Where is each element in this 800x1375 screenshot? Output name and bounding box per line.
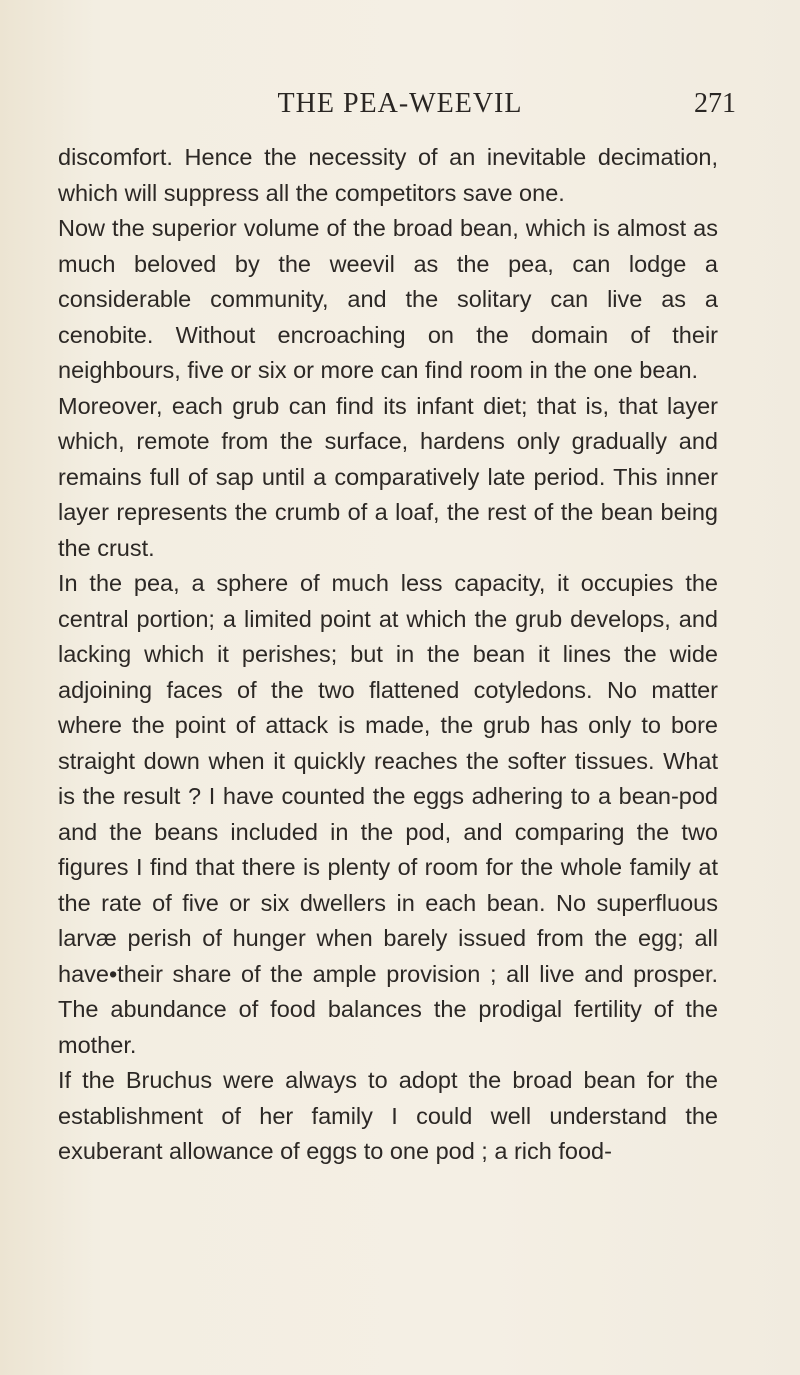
paragraph-3: Moreover, each grub can find its infant diet; that is, that layer which, remote from the surface, hardens only gradually and remains full of sap until a comparatively late period. This inner layer represents the crumb of a loaf, the rest of the bean being the crust.	[58, 392, 718, 561]
paragraph-1: discomfort. Hence the necessity of an inevitable decimation, which will suppress all the competitors save one.	[58, 144, 718, 206]
running-title: THE PEA-WEEVIL	[277, 88, 523, 119]
page-header	[60, 88, 740, 128]
paragraph-5: If the Bruchus were always to adopt the broad bean for the establishment of her family I could well understand the exuberant allowance of eggs to one pod ; a rich food-	[58, 1067, 718, 1164]
body-text	[58, 140, 718, 1170]
page-number: 271	[694, 88, 736, 119]
paragraph-2: Now the superior volume of the broad bean, which is almost as much beloved by the weevil as the pea, can lodge a considerable community, and the solitary can live as a cenobite. Without encroaching on the domain of their neighbours, five or six or more can find room in the one bean.	[58, 215, 718, 383]
paragraph-4: In the pea, a sphere of much less capacity, it occupies the central portion; a limited point at which the grub develops, and lacking which it perishes; but in the bean it lines the wide adjoining faces of the two flattened cotyledons. No matter where the point of attack is made, the grub has only to bore straight down when it quickly reaches the softer tissues. What is the result ? I have counted the eggs adhering to a bean-pod and the beans included in the pod, and comparing the two figures I find that there is plenty of room for the whole family at the rate of five or six dwellers in each bean. No superfluous larvæ perish of hunger when barely issued from the egg; all have•their share of the ample provision ; all live and prosper. The abundance of food balances the prodigal fertility of the mother.	[58, 570, 718, 1058]
